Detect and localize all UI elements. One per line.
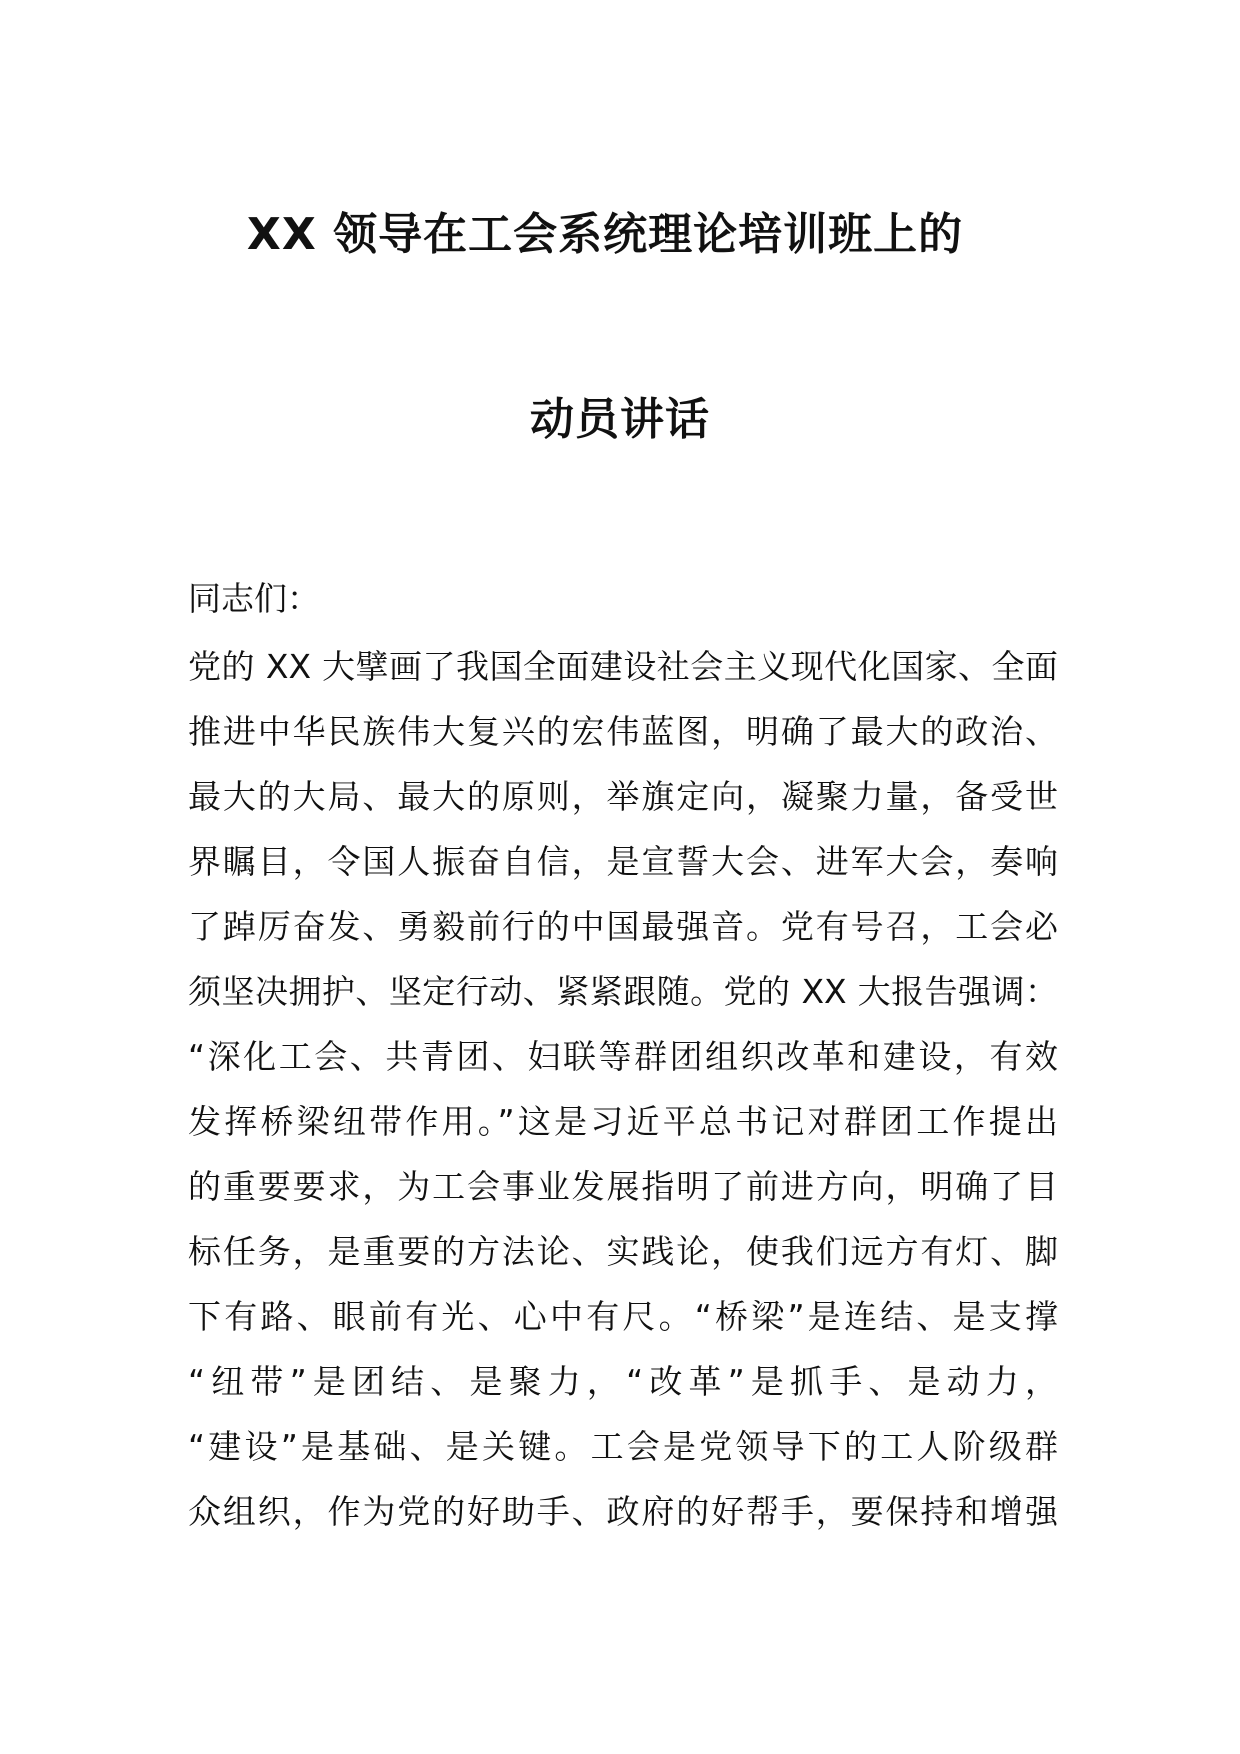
paragraph-line: 众组织，作为党的好助手、政府的好帮手，要保持和增强 <box>188 1492 1058 1531</box>
paragraph-line: 发挥桥梁纽带作用。”这是习近平总书记对群团工作提出 <box>188 1102 1058 1141</box>
salutation: 同志们： <box>188 579 320 618</box>
paragraph-line: 须坚决拥护、坚定行动、紧紧跟随。党的 XX 大报告强调： <box>188 972 1058 1011</box>
paragraph-line: 党的 XX 大擘画了我国全面建设社会主义现代化国家、全面 <box>188 647 1058 686</box>
document-title-line-2: 动员讲话 <box>530 394 710 445</box>
document-title-line-1: XX 领导在工会系统理论培训班上的 <box>246 209 964 260</box>
paragraph-line: 标任务，是重要的方法论、实践论，使我们远方有灯、脚 <box>188 1232 1058 1271</box>
paragraph-line: 了踔厉奋发、勇毅前行的中国最强音。党有号召，工会必 <box>188 907 1058 946</box>
paragraph-line: 推进中华民族伟大复兴的宏伟蓝图，明确了最大的政治、 <box>188 712 1058 751</box>
paragraph-line: 界瞩目，令国人振奋自信，是宣誓大会、进军大会，奏响 <box>188 842 1058 881</box>
paragraph-line: 最大的大局、最大的原则，举旗定向，凝聚力量，备受世 <box>188 777 1058 816</box>
paragraph-line: 的重要要求，为工会事业发展指明了前进方向，明确了目 <box>188 1167 1058 1206</box>
paragraph-line: “纽带”是团结、是聚力，“改革”是抓手、是动力， <box>188 1362 1058 1401</box>
paragraph-line: “深化工会、共青团、妇联等群团组织改革和建设，有效 <box>188 1037 1058 1076</box>
paragraph-line: “建设”是基础、是关键。工会是党领导下的工人阶级群 <box>188 1427 1058 1466</box>
paragraph-line: 下有路、眼前有光、心中有尺。“桥梁”是连结、是支撑 <box>188 1297 1058 1336</box>
